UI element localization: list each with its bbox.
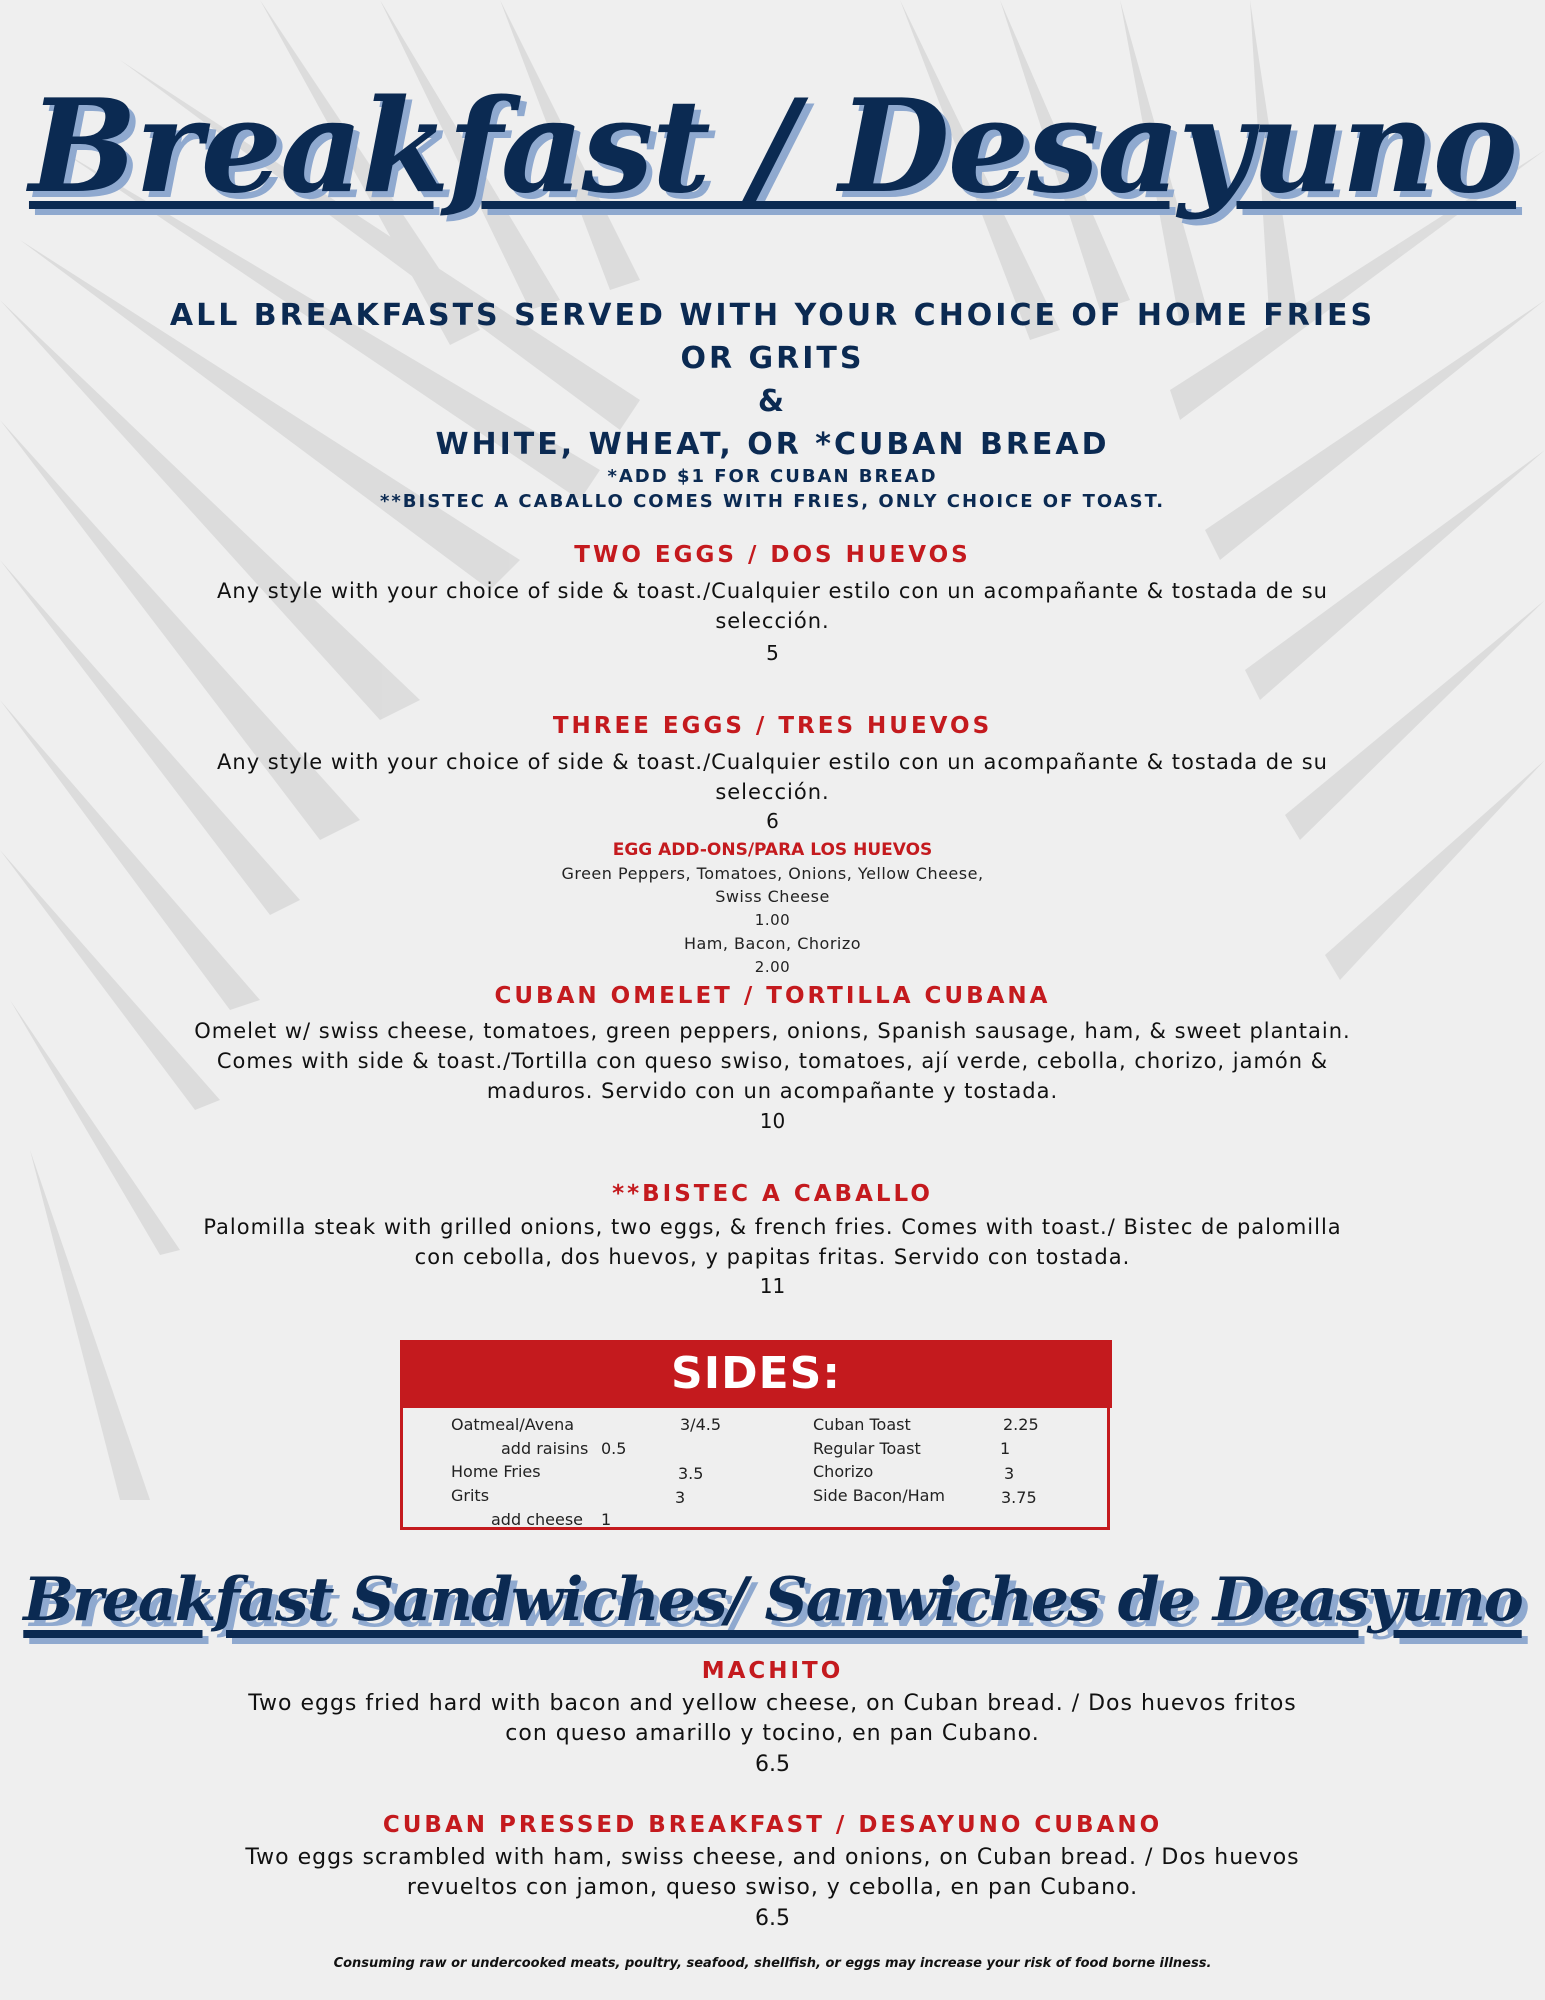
side-name: Cuban Toast	[813, 1415, 911, 1434]
addons-title: EGG ADD-ONS/PARA LOS HUEVOS	[612, 840, 933, 860]
menu-item-description: Any style with your choice of side & toast./Cualquier estilo con un acompañante & tostada de su	[217, 579, 1328, 603]
side-price: 3/4.5	[680, 1415, 722, 1434]
menu-item-description: con cebolla, dos huevos, y papitas fritas. Servido con tostada.	[414, 1245, 1131, 1269]
menu-item-name: CUBAN PRESSED BREAKFAST / DESAYUNO CUBANO	[382, 1812, 1163, 1838]
menu-item-description: Two eggs fried hard with bacon and yellow cheese, on Cuban bread. / Dos huevos fritos	[248, 1691, 1297, 1716]
section-title: Breakfast Sandwiches/ Sanwiches de Deasyuno	[23, 1565, 1522, 1635]
menu-item-description: selección.	[715, 780, 830, 804]
menu-item-name: MACHITO	[701, 1658, 844, 1684]
food-safety-disclaimer: Consuming raw or undercooked meats, poultry, seafood, shellfish, or eggs may increase your risk of food borne illness.	[333, 1956, 1212, 1971]
side-price: 3.75	[1001, 1488, 1037, 1507]
menu-item-description: Omelet w/ swiss cheese, tomatoes, green peppers, onions, Spanish sausage, ham, & sweet plantain.	[194, 1019, 1351, 1043]
serving-note-line1: ALL BREAKFASTS SERVED WITH YOUR CHOICE OF HOME FRIES	[169, 298, 1376, 333]
serving-note-bread: WHITE, WHEAT, OR *CUBAN BREAD	[435, 427, 1110, 462]
menu-item-description: selección.	[715, 609, 830, 633]
side-price: 1	[601, 1510, 612, 1529]
menu-item-description: maduros. Servido con un acompañante y tostada.	[486, 1079, 1059, 1103]
side-name: Home Fries	[451, 1462, 541, 1481]
page-title: Breakfast / Desayuno	[28, 72, 1517, 222]
menu-item-name: THREE EGGS / TRES HUEVOS	[552, 713, 993, 739]
sides-box	[400, 1340, 1110, 1530]
side-price: 2.25	[1003, 1415, 1039, 1434]
menu-item-description: Comes with side & toast./Tortilla con queso swiso, tomatoes, ají verde, cebolla, chorizo, jamón &	[216, 1049, 1329, 1073]
side-price: 1	[1000, 1439, 1011, 1458]
menu-item-price: 10	[759, 1109, 786, 1133]
addons-line: Ham, Bacon, Chorizo	[683, 934, 862, 953]
menu-item-name: CUBAN OMELET / TORTILLA CUBANA	[494, 983, 1051, 1009]
menu-item-price: 6.5	[755, 1752, 790, 1777]
menu-item-description: Any style with your choice of side & toast./Cualquier estilo con un acompañante & tostada de su	[217, 750, 1328, 774]
side-name: add raisins	[501, 1439, 589, 1458]
serving-note-line2: OR GRITS	[680, 341, 865, 376]
menu-item-price: 11	[759, 1274, 786, 1298]
sides-title: SIDES:	[400, 1340, 1112, 1408]
side-name: add cheese	[491, 1510, 584, 1529]
menu-item-price: 6.5	[755, 1906, 790, 1931]
side-price: 3.5	[678, 1464, 704, 1483]
addons-line: Swiss Cheese	[715, 887, 830, 906]
addons-price: 1.00	[754, 911, 791, 929]
side-price: 3	[675, 1488, 686, 1507]
addons-line: Green Peppers, Tomatoes, Onions, Yellow Cheese,	[561, 864, 984, 883]
bistec-note: **BISTEC A CABALLO COMES WITH FRIES, ONLY CHOICE OF TOAST.	[379, 491, 1166, 512]
menu-item-price: 6	[766, 809, 779, 833]
cuban-bread-note: *ADD $1 FOR CUBAN BREAD	[607, 466, 938, 487]
side-name: Chorizo	[813, 1462, 874, 1481]
menu-item-description: Palomilla steak with grilled onions, two eggs, & french fries. Comes with toast./ Bistec de palomilla	[203, 1215, 1342, 1239]
menu-item-description: con queso amarillo y tocino, en pan Cubano.	[505, 1721, 1040, 1746]
side-price: 3	[1004, 1464, 1015, 1483]
menu-item-description: Two eggs scrambled with ham, swiss cheese, and onions, on Cuban bread. / Dos huevos	[245, 1845, 1300, 1870]
serving-note-ampersand: &	[757, 384, 788, 419]
side-name: Regular Toast	[813, 1439, 921, 1458]
side-name: Grits	[451, 1486, 490, 1505]
menu-item-name: TWO EGGS / DOS HUEVOS	[574, 542, 971, 568]
addons-price: 2.00	[754, 958, 791, 976]
side-name: Side Bacon/Ham	[813, 1486, 946, 1505]
menu-item-price: 5	[766, 641, 779, 665]
side-price: 0.5	[601, 1439, 627, 1458]
menu-item-description: revueltos con jamon, queso swiso, y cebolla, en pan Cubano.	[406, 1875, 1139, 1900]
menu-item-name: **BISTEC A CABALLO	[612, 1181, 933, 1207]
side-name: Oatmeal/Avena	[451, 1415, 575, 1434]
